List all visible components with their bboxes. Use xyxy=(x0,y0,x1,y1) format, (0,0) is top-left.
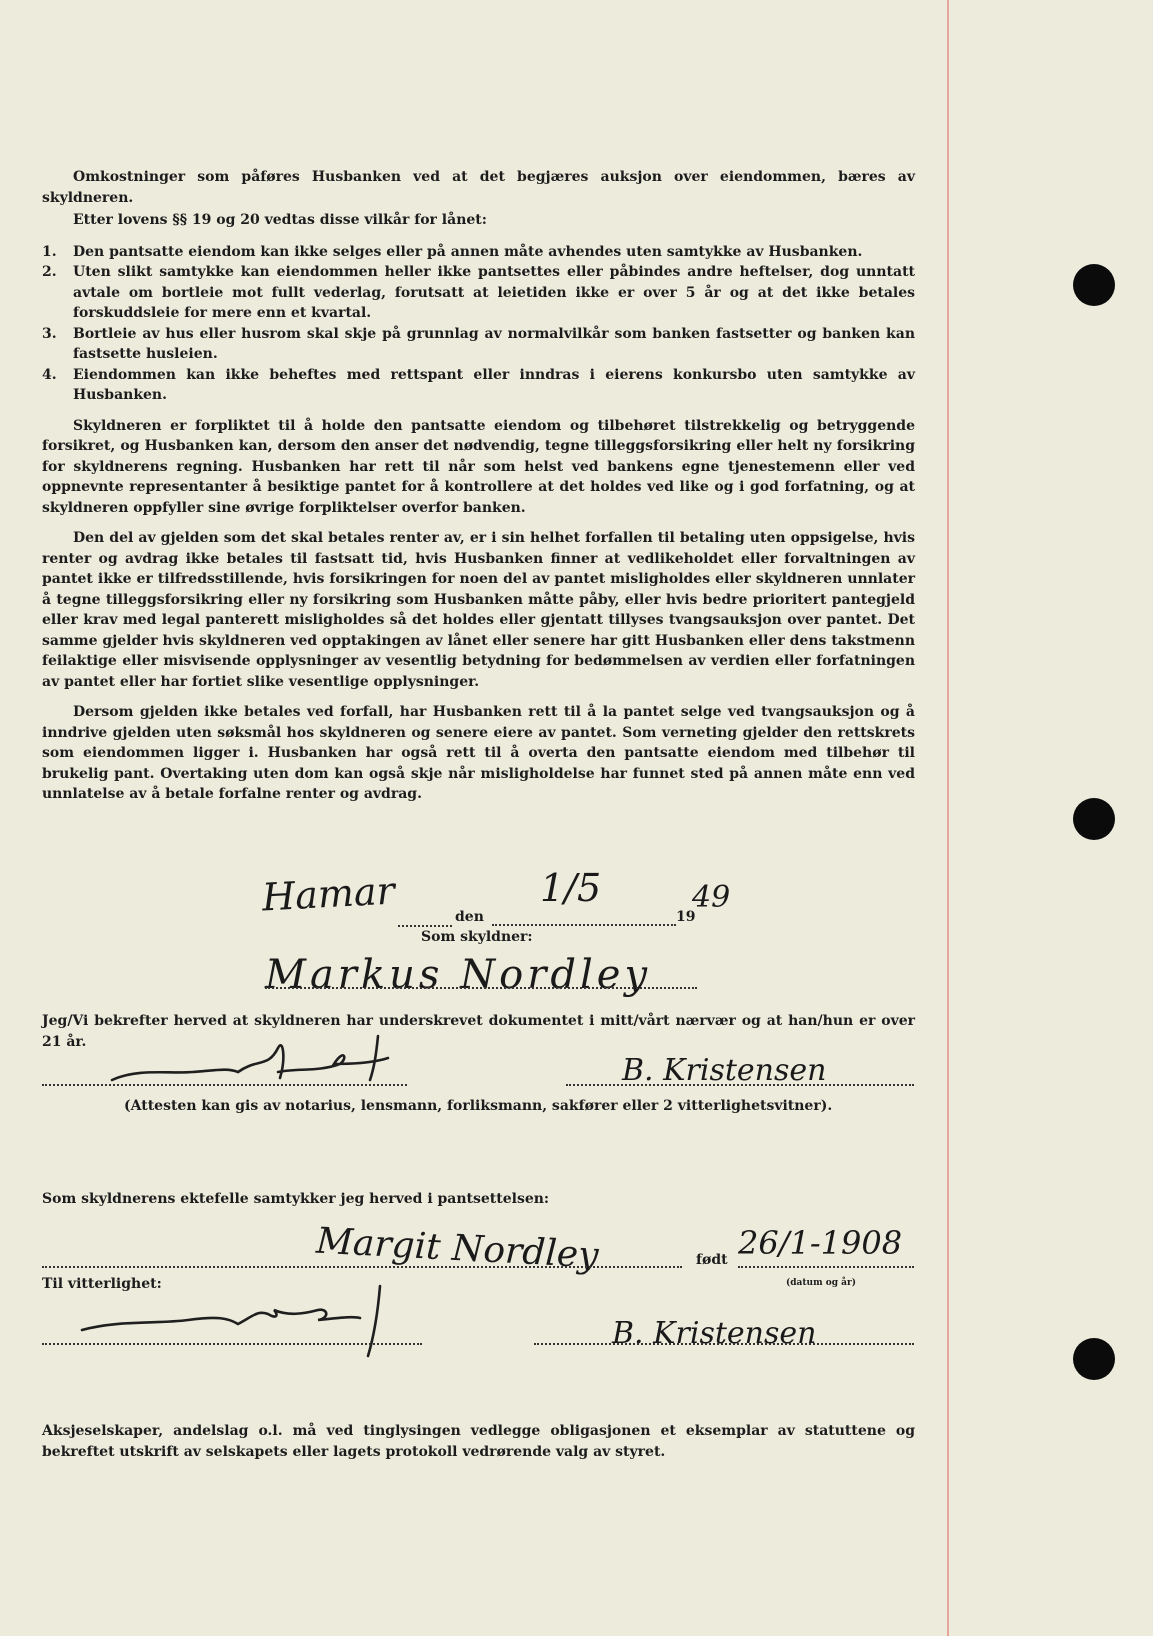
dotted-line xyxy=(42,1266,682,1268)
handwritten-year: 49 xyxy=(692,880,731,915)
den-label: den xyxy=(455,909,484,925)
born-label: født xyxy=(696,1252,728,1268)
terms-text-block xyxy=(42,167,915,805)
handwritten-place: Hamar xyxy=(260,868,396,920)
condition-number: 3. xyxy=(42,325,57,342)
paragraph-insurance: Skyldneren er forpliktet til å holde den pantsatte eiendom og tilbehøret tilstrekkelig og betryggende forsikret, og Husbanken kan, dersom den anser det nødvendig, tegne tilleggsforsikring eller helt ny forsikring for skyldnerens regning. Husbanken har rett til når som helst ved bankens egne tjenestemenn eller ved oppnevnte representanter å besiktige pantet for å kontrollere at det holdes ved like og i god forfatning, og at skyldneren oppfyller sine øvrige forpliktelser overfor banken. xyxy=(42,417,915,516)
spouse-consent-text: Som skyldnerens ektefelle samtykker jeg herved i pantsettelsen: xyxy=(42,1191,550,1207)
punch-hole xyxy=(1073,798,1115,840)
punch-hole xyxy=(1073,264,1115,306)
condition-item xyxy=(42,365,915,406)
spouse-signature: Margit Nordley xyxy=(315,1220,600,1277)
dotted-line xyxy=(398,925,452,927)
dotted-line xyxy=(42,1343,422,1345)
handwritten-date: 1/5 xyxy=(540,866,602,910)
witness-label: Til vitterlighet: xyxy=(42,1276,162,1292)
condition-number: 4. xyxy=(42,366,57,383)
margin-line xyxy=(947,0,949,1636)
date-hint: (datum og år) xyxy=(786,1278,857,1288)
witness-left-signature xyxy=(108,1028,398,1088)
dotted-line xyxy=(566,1084,914,1086)
witness-confirmation: Jeg/Vi bekrefter herved at skyldneren har underskrevet dokumentet i mitt/vårt nærvær og at han/hun er over 21 år. xyxy=(42,1013,915,1050)
spouse-witness-right-signature: B. Kristensen xyxy=(612,1316,817,1351)
debtor-signature: Markus Nordley xyxy=(265,952,652,998)
condition-number: 1. xyxy=(42,243,57,260)
condition-text: Eiendommen kan ikke beheftes med rettspant eller inndras i eierens konkursbo uten samtykke av Husbanken. xyxy=(73,366,915,403)
spouse-witness-left-signature xyxy=(78,1280,418,1360)
born-date-handwritten: 26/1-1908 xyxy=(738,1224,903,1262)
condition-item xyxy=(42,242,915,263)
punch-hole xyxy=(1073,1338,1115,1380)
condition-text: Bortleie av hus eller husrom skal skje på grunnlag av normalvilkår som banken fastsetter og banken kan fastsette husleien. xyxy=(73,325,915,362)
paragraph-conditions-intro: Etter lovens §§ 19 og 20 vedtas disse vilkår for lånet: xyxy=(73,212,487,228)
paragraph-default: Den del av gjelden som det skal betales renter av, er i sin helhet forfallen til betaling uten oppsigelse, hvis renter og avdrag ikke betales til fastsatt tid, hvis Husbanken finner at vedlikeholdet eller forvaltningen av pantet ikke er tilfredsstillende, hvis forsikringen for noen del av pantet misligholdes eller skyldneren unnlater å tegne tilleggsforsikring eller ny forsikring som Husbanken måtte påby, eller hvis bedre prioritert pantegjeld eller krav med legal panterett misligholdes så det holdes eller gjentatt tillyses tvangsauksjon over pantet. Det samme gjelder hvis skyldneren ved opptakingen av lånet eller senere har gitt Husbanken eller dens takstmenn feilaktige eller misvisende opplysninger av vesentlig betydning for bedømmelsen av verdien eller forfatningen av pantet eller har fortiet slike vesentlige opplysninger. xyxy=(42,530,915,690)
footer-note: Aksjeselskaper, andelslag o.l. må ved tinglysingen vedlegge obligasjonen et eksemplar av statuttene og bekreftet utskrift av selskapets eller lagets protokoll vedrørende valg av styret. xyxy=(42,1423,915,1460)
condition-item xyxy=(42,262,915,324)
dotted-line xyxy=(265,987,697,989)
witness-right-signature: B. Kristensen xyxy=(622,1053,827,1088)
dotted-line xyxy=(42,1084,407,1086)
paragraph-enforcement: Dersom gjelden ikke betales ved forfall, har Husbanken rett til å la pantet selge ved tvangsauksjon og å inndrive gjelden uten søksmål hos skyldneren og senere eiere av pantet. Som verneting gjelder den rettskrets som eiendommen ligger i. Husbanken har også rett til å overta den pantsatte eiendom med tilbehør til brukelig pant. Overtaking uten dom kan også skje når misligholdelse har funnet sted på annen måte enn ved unnlatelse av å betale forfalne renter og avdrag. xyxy=(42,704,915,802)
condition-text: Uten slikt samtykke kan eiendommen heller ikke pantsettes eller påbindes andre heftelser, dog unntatt avtale om bortleie mot fullt vederlag, forutsatt at leietiden ikke er over 5 år og at det ikke betales forskuddsleie for mere enn et kvartal. xyxy=(73,264,915,321)
dotted-line xyxy=(738,1266,914,1268)
paragraph-costs: Omkostninger som påføres Husbanken ved at det begjæres auksjon over eiendommen, bæres av skyldneren. xyxy=(42,169,915,206)
debtor-label: Som skyldner: xyxy=(421,929,533,945)
conditions-list xyxy=(42,242,915,406)
condition-number: 2. xyxy=(42,264,57,280)
condition-item xyxy=(42,324,915,365)
dotted-line xyxy=(492,924,676,926)
condition-text: Den pantsatte eiendom kan ikke selges eller på annen måte avhendes uten samtykke av Husbanken. xyxy=(73,243,863,260)
year-prefix: 19 xyxy=(676,909,696,925)
attest-note: (Attesten kan gis av notarius, lensmann, forliksmann, sakfører eller 2 vitterlighetsvitner). xyxy=(124,1098,833,1114)
dotted-line xyxy=(534,1343,914,1345)
